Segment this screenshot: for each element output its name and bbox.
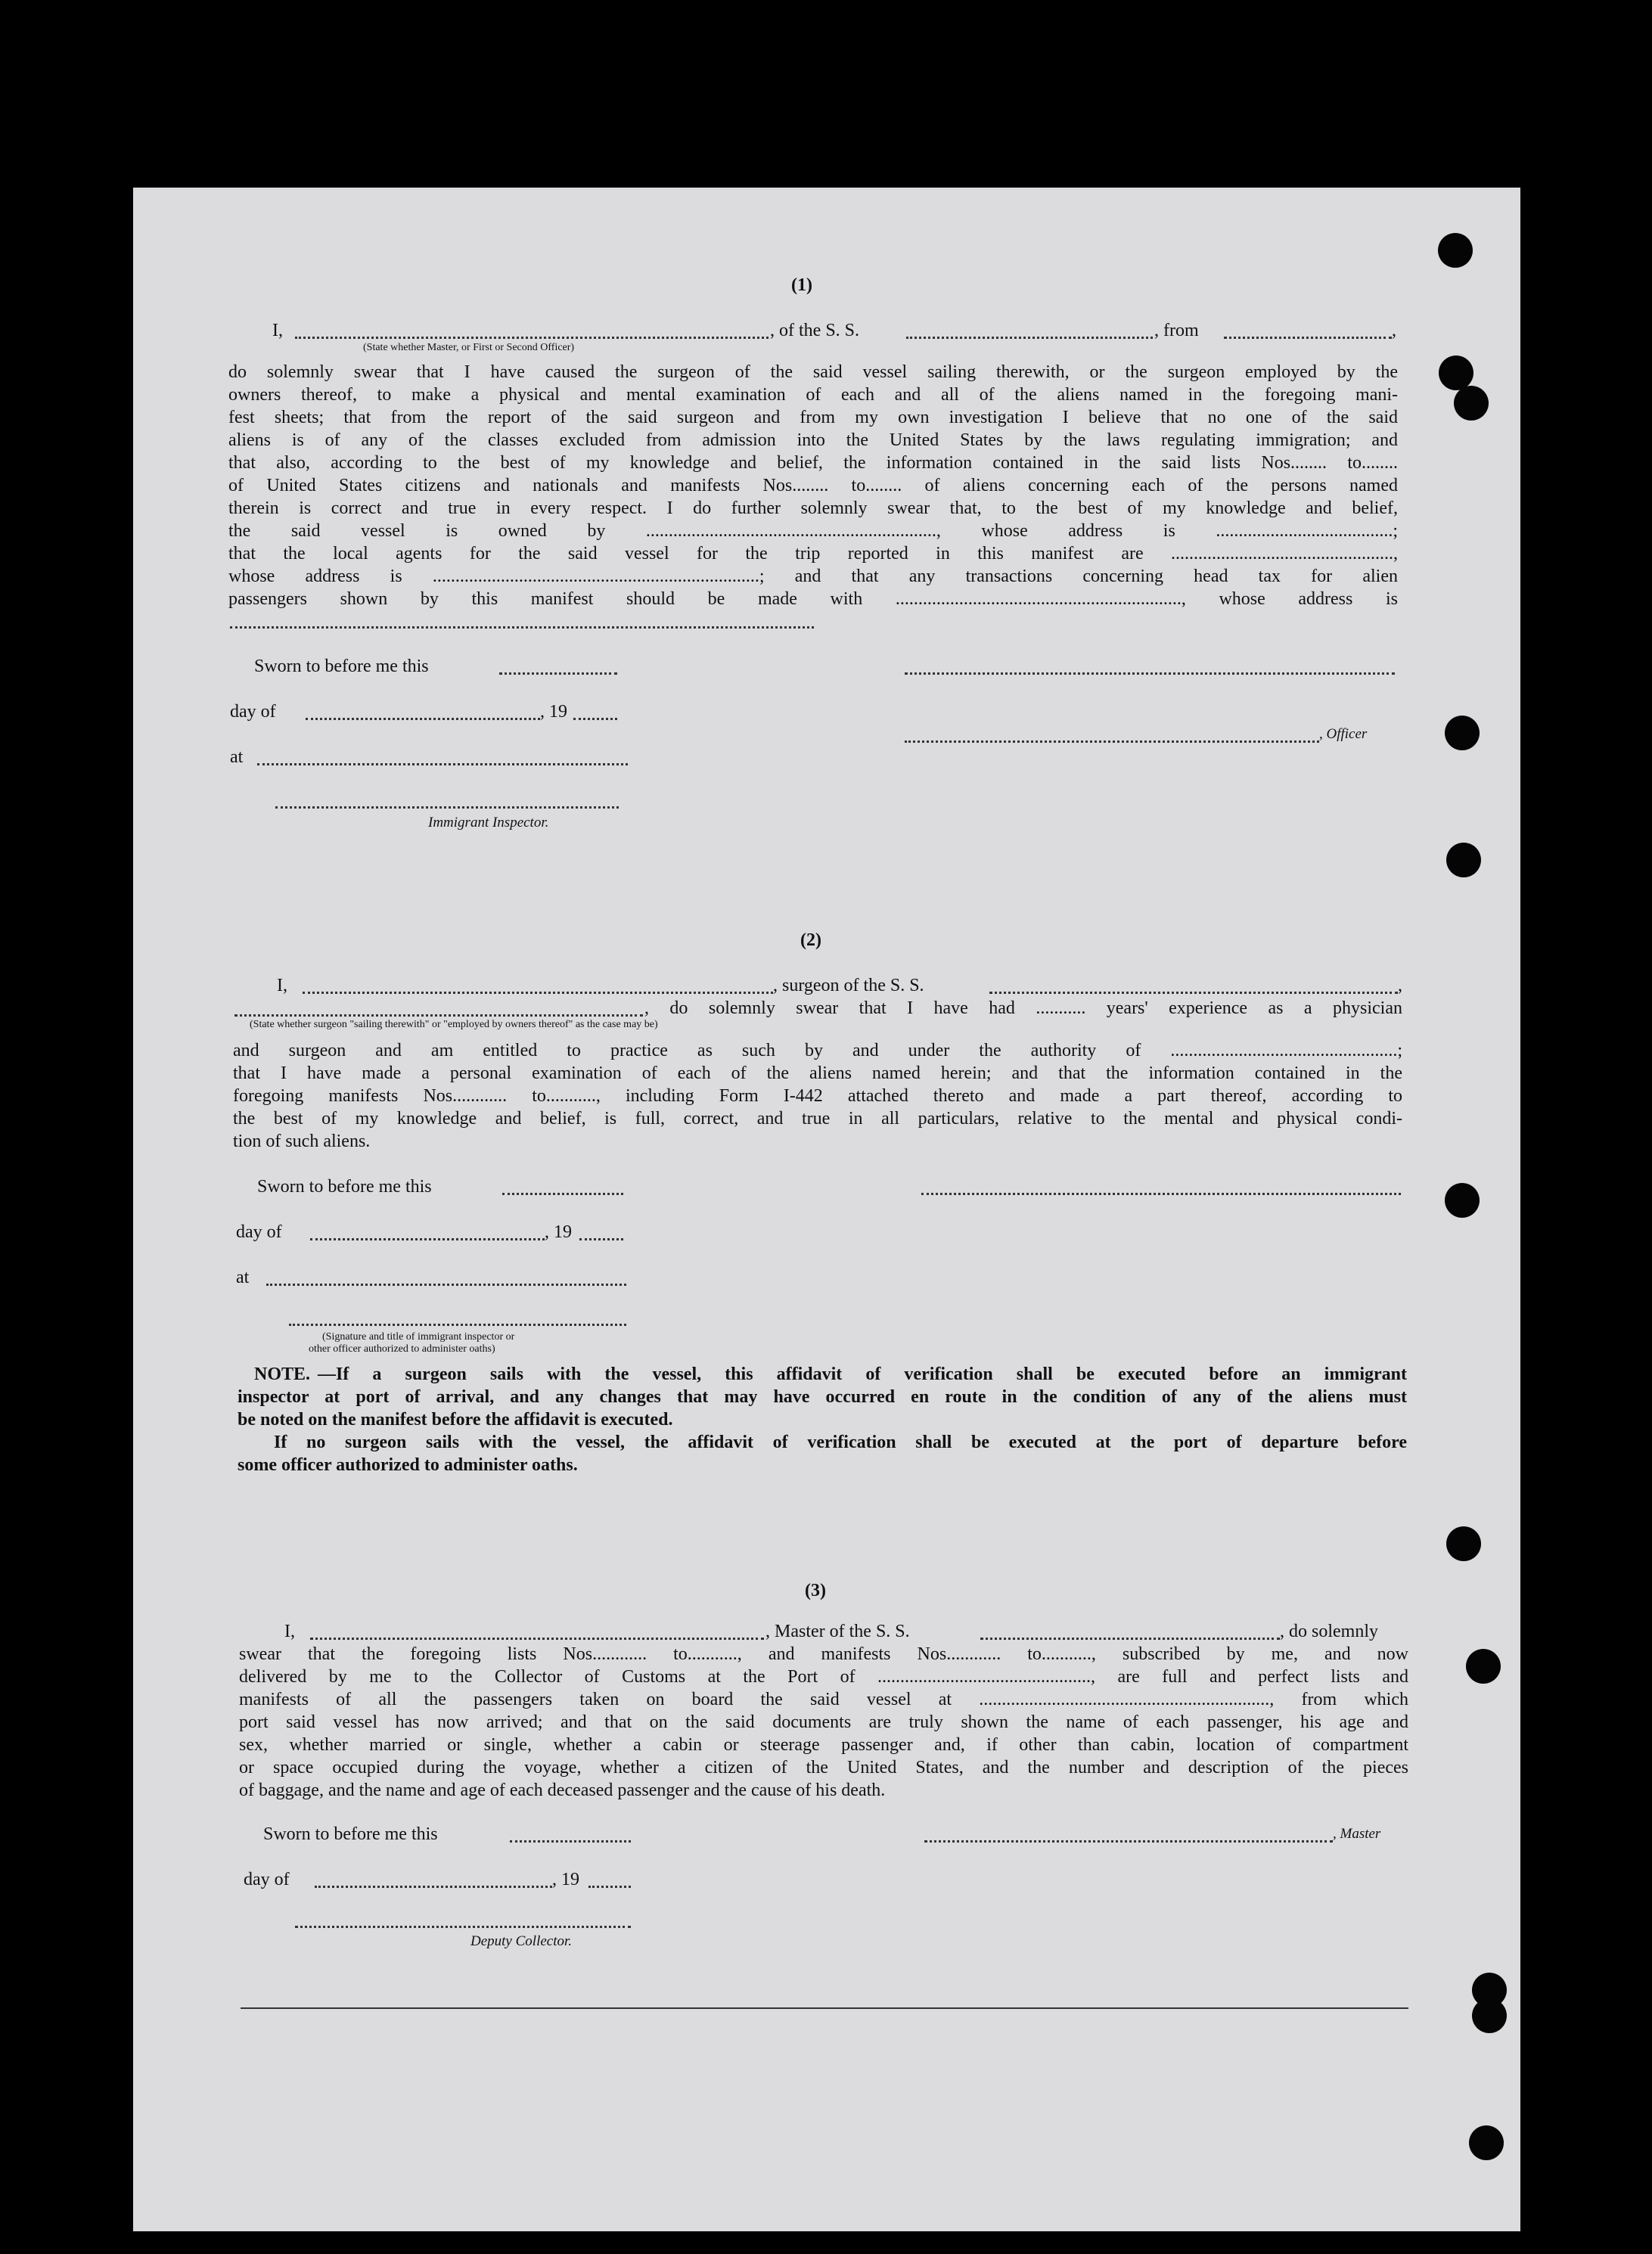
officer-label: , Officer xyxy=(1319,726,1368,742)
section-3-sworn: Sworn to before me this xyxy=(263,1824,438,1844)
section-3-line-6: or space occupied during the voyage, whether a citizen of the United States, and the number and description of the pieces xyxy=(239,1758,1408,1777)
officer-name-field[interactable] xyxy=(295,337,769,339)
punch-hole xyxy=(1445,1183,1480,1218)
section-2-year-field[interactable] xyxy=(579,1238,623,1240)
punch-hole xyxy=(1446,843,1481,877)
section-2-year: , 19 xyxy=(545,1222,572,1242)
surgeon-hint: (State whether surgeon "sailing therewith" or "employed by owners thereof" as the case may be) xyxy=(250,1019,658,1030)
section-2-swear-line: , do solemnly swear that I have had ........... years' experience as a physician xyxy=(644,998,1402,1018)
section-2-last-line: tion of such aliens. xyxy=(233,1132,371,1151)
section-2-number: (2) xyxy=(800,930,821,950)
section-2-line-1: and surgeon and am entitled to practice as such by and under the authority of ..................................................; xyxy=(233,1041,1402,1060)
section-1-sworn: Sworn to before me this xyxy=(254,657,429,676)
note-line-3: be noted on the manifest before the affidavit is executed. xyxy=(238,1410,673,1430)
master-name-field[interactable] xyxy=(310,1638,764,1640)
section-1-year: , 19 xyxy=(540,702,567,722)
note-line-1: —If a surgeon sails with the vessel, this affidavit of verification shall be executed before an immigrant xyxy=(318,1365,1407,1384)
section-1-line-2: owners thereof, to make a physical and mental examination of each and all of the aliens named in the foregoing mani- xyxy=(228,385,1398,405)
section-3-year: , 19 xyxy=(552,1870,579,1889)
punch-hole xyxy=(1469,2125,1504,2160)
section-3-number: (3) xyxy=(805,1581,826,1600)
section-3-line-4: port said vessel has now arrived; and that on the said documents are truly shown the name of each passenger, his age and xyxy=(239,1712,1408,1732)
immigrant-inspector-signature-field[interactable] xyxy=(275,806,619,809)
signature-hint-2: other officer authorized to administer oaths) xyxy=(309,1343,495,1355)
section-2-line-4: the best of my knowledge and belief, is full, correct, and true in all particulars, relative to the mental and physical condi- xyxy=(233,1109,1402,1129)
section-3-i-label: I, xyxy=(284,1622,295,1641)
section-3-line-3: manifests of all the passengers taken on board the said vessel at ................................................................, from which xyxy=(239,1690,1408,1709)
punch-hole xyxy=(1438,233,1473,268)
from-port-field[interactable] xyxy=(1224,337,1392,339)
section-1-i-label: I, xyxy=(272,321,283,340)
section-3-year-field[interactable] xyxy=(588,1886,631,1888)
section-1-ss-label: , of the S. S. xyxy=(770,321,860,340)
master-signature-field[interactable] xyxy=(924,1840,1333,1843)
section-2-place-field[interactable] xyxy=(266,1284,626,1286)
head-tax-address-field[interactable] xyxy=(230,626,814,629)
section-1-line-4: aliens is of any of the classes excluded from admission into the United States by the laws regulating immigration; and xyxy=(228,430,1398,450)
section-1-year-field[interactable] xyxy=(573,718,617,720)
section-2-i-label: I, xyxy=(277,976,287,995)
section-2-line-3: foregoing manifests Nos............ to..........., including Form I-442 attached thereto and made a part thereof, according to xyxy=(233,1086,1402,1106)
punch-hole xyxy=(1454,386,1489,421)
section-1-sworn-date-field[interactable] xyxy=(499,672,617,675)
section-2-sworn-date-field[interactable] xyxy=(502,1193,623,1195)
master-label: , Master xyxy=(1333,1826,1381,1842)
section-2-sworn: Sworn to before me this xyxy=(257,1177,432,1197)
section-3-sworn-date-field[interactable] xyxy=(510,1840,631,1843)
section-3-solemnly: , do solemnly xyxy=(1280,1622,1378,1641)
section-1-line-10: whose address is ........................................................................; and that any transactions concerning head tax for alien xyxy=(228,567,1398,586)
deputy-collector-label: Deputy Collector. xyxy=(470,1933,573,1949)
deputy-collector-signature-field[interactable] xyxy=(295,1926,631,1928)
section-1-day-field[interactable] xyxy=(306,718,540,720)
section-1-line-11: passengers shown by this manifest should be made with ..............................................................., whose address is xyxy=(228,589,1398,609)
surgeon-status-field[interactable] xyxy=(234,1014,643,1017)
surgeon-name-field[interactable] xyxy=(303,992,773,994)
officer-signature-field[interactable] xyxy=(905,672,1395,675)
immigrant-inspector-label: Immigrant Inspector. xyxy=(428,815,549,831)
section-3-master-label: , Master of the S. S. xyxy=(765,1622,910,1641)
section-3-day-field[interactable] xyxy=(315,1886,552,1888)
section-1-line-3: fest sheets; that from the report of the said surgeon and from my own investigation I believe that no one of the said xyxy=(228,408,1398,427)
section-3-line-2: delivered by me to the Collector of Customs at the Port of ..............................................., are full and perfect lists and xyxy=(239,1667,1408,1687)
section-1-line-9: that the local agents for the said vessel for the trip reported in this manifest are ................................................., xyxy=(228,544,1398,564)
section-2-day-of: day of xyxy=(236,1222,282,1242)
section-1-line-1: do solemnly swear that I have caused the surgeon of the said vessel sailing therewith, or the surgeon employed by the xyxy=(228,362,1398,382)
punch-hole xyxy=(1466,1649,1501,1684)
section-2-surgeon-label: , surgeon of the S. S. xyxy=(773,976,924,995)
section-1-line-6: of United States citizens and nationals and manifests Nos........ to........ of aliens concerning each of the persons named xyxy=(228,476,1398,495)
punch-hole xyxy=(1472,1998,1507,2033)
section-3-day-of: day of xyxy=(244,1870,290,1889)
section-3-last-line: of baggage, and the name and age of each deceased passenger and the cause of his death. xyxy=(239,1781,886,1800)
officer-hint: (State whether Master, or First or Second Officer) xyxy=(363,342,575,353)
section-2-vessel-field[interactable] xyxy=(989,992,1398,994)
vessel-name-field[interactable] xyxy=(906,337,1153,339)
section-2-at: at xyxy=(236,1268,250,1287)
section-2-line-2: that I have made a personal examination of each of the aliens named herein; and that the information contained in the xyxy=(233,1063,1402,1083)
section-1-day-of: day of xyxy=(230,702,276,722)
section-2-day-field[interactable] xyxy=(310,1238,545,1240)
punch-hole xyxy=(1439,355,1473,390)
section-2-comma: , xyxy=(1398,976,1402,995)
section-3-line-1: swear that the foregoing lists Nos............ to..........., and manifests Nos............ to..........., subscribed by me, and now xyxy=(239,1644,1408,1664)
section-1-place-field[interactable] xyxy=(257,763,628,765)
punch-hole xyxy=(1446,1526,1481,1561)
section-3-line-5: sex, whether married or single, whether a cabin or steerage passenger and, if other than cabin, location of compartment xyxy=(239,1735,1408,1755)
section-1-line-7: therein is correct and true in every respect. I do further solemnly swear that, to the best of my knowledge and belief, xyxy=(228,498,1398,518)
officer-title-field[interactable] xyxy=(905,740,1319,743)
inspector-signature-field[interactable] xyxy=(289,1324,626,1326)
note-label: NOTE. xyxy=(254,1365,311,1384)
note-line-2: inspector at port of arrival, and any changes that may have occurred en route in the condition of any of the aliens must xyxy=(238,1387,1407,1407)
signature-hint-1: (Signature and title of immigrant inspector or xyxy=(322,1331,515,1343)
punch-hole xyxy=(1445,716,1480,750)
surgeon-signature-field[interactable] xyxy=(921,1193,1401,1195)
section-1-number: (1) xyxy=(791,275,812,295)
bottom-divider xyxy=(241,2007,1408,2009)
section-3-vessel-field[interactable] xyxy=(980,1638,1280,1640)
section-1-from-label: , from xyxy=(1154,321,1199,340)
section-1-at: at xyxy=(230,747,244,767)
section-1-line-8: the said vessel is owned by ................................................................, whose address is .......................................; xyxy=(228,521,1398,541)
note-line-5: some officer authorized to administer oaths. xyxy=(238,1455,578,1475)
section-1-comma: , xyxy=(1392,321,1396,340)
note-line-4: If no surgeon sails with the vessel, the affidavit of verification shall be executed at the port of departure before xyxy=(274,1433,1407,1452)
section-1-line-5: that also, according to the best of my knowledge and belief, the information contained in the said lists Nos........ to........ xyxy=(228,453,1398,473)
